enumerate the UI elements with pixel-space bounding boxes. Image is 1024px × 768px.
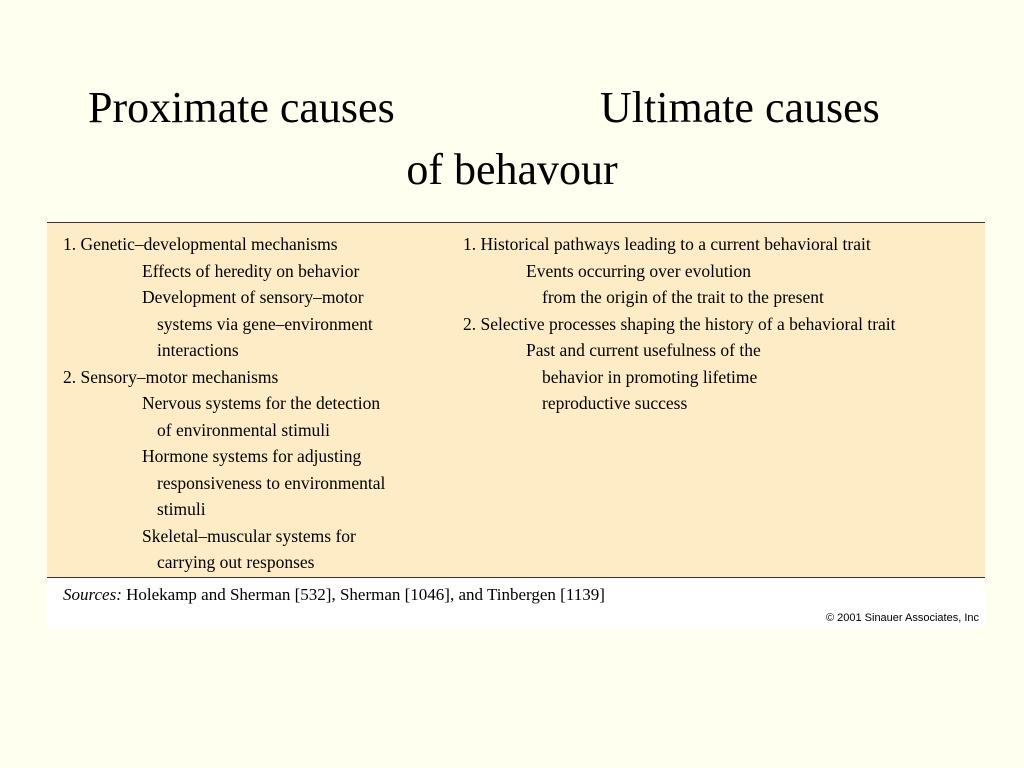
sources-label: Sources:	[63, 585, 122, 604]
ultimate-line: Past and current usefulness of the	[526, 340, 761, 360]
ultimate-line: reproductive success	[542, 393, 688, 413]
figure-table	[47, 222, 985, 628]
proximate-line: carrying out responses	[157, 552, 315, 572]
title-ultimate-causes: Ultimate causes	[600, 83, 880, 132]
copyright-notice: © 2001 Sinauer Associates, Inc	[825, 612, 979, 624]
ultimate-line: behavior in promoting lifetime	[542, 366, 758, 387]
ultimate-column	[463, 231, 983, 417]
proximate-line: Effects of heredity on behavior	[142, 260, 360, 281]
proximate-line: stimuli	[157, 499, 206, 519]
proximate-line: Skeletal–muscular systems for	[142, 525, 356, 546]
proximate-line: Development of sensory–motor	[142, 287, 364, 307]
proximate-line: systems via gene–environment	[157, 313, 373, 334]
ultimate-line: Events occurring over evolution	[526, 260, 752, 281]
sources-text: Holekamp and Sherman [532], Sherman [1046], and Tinbergen [1139]	[126, 585, 605, 604]
ultimate-line: 1. Historical pathways leading to a current behavioral trait	[463, 234, 871, 254]
proximate-column	[63, 231, 463, 576]
proximate-line: 2. Sensory–motor mechanisms	[63, 366, 279, 387]
ultimate-line: from the origin of the trait to the present	[542, 287, 824, 307]
sources-note	[63, 585, 605, 605]
title-of-behaviour: of behavour	[406, 145, 618, 194]
proximate-line: interactions	[157, 340, 239, 360]
ultimate-line: 2. Selective processes shaping the history of a behavioral trait	[463, 313, 896, 334]
proximate-line: of environmental stimuli	[157, 419, 331, 440]
proximate-line: responsiveness to environmental	[157, 472, 386, 493]
proximate-line: Hormone systems for adjusting	[142, 446, 362, 466]
proximate-line: Nervous systems for the detection	[142, 393, 381, 413]
title-proximate-causes: Proximate causes	[88, 83, 395, 132]
causes-table	[47, 222, 985, 578]
proximate-line: 1. Genetic–developmental mechanisms	[63, 234, 338, 254]
